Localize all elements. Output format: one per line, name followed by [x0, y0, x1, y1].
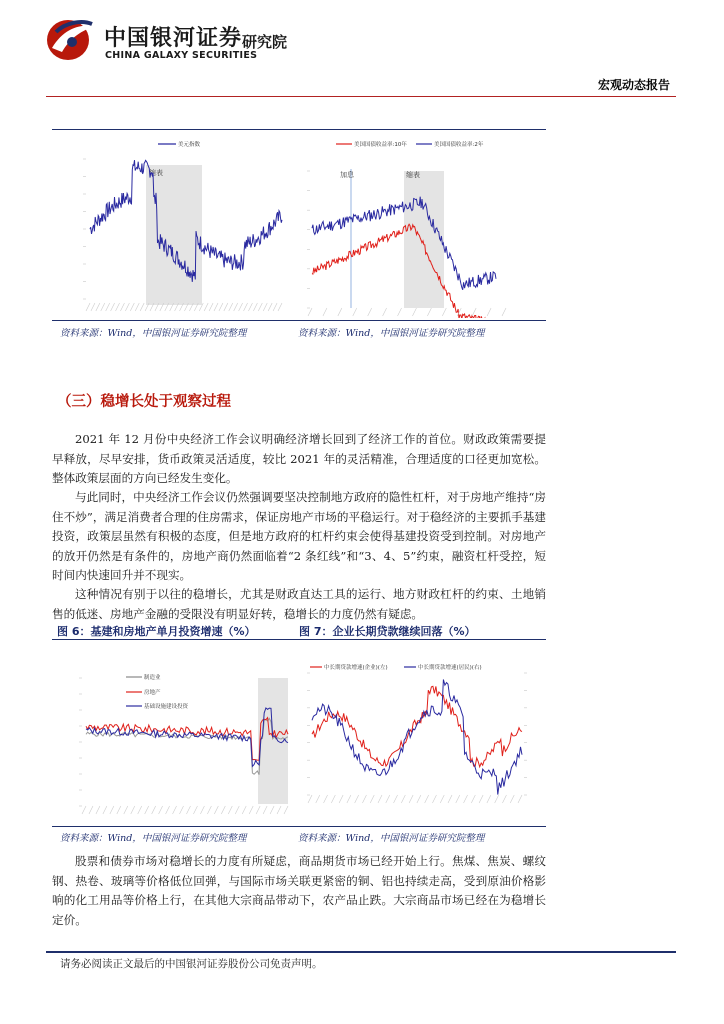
x-tick: [82, 806, 86, 814]
x-tick: [200, 806, 204, 814]
header-divider: [46, 96, 676, 97]
fig7-source: 资料来源：Wind，中国银河证券研究院整理: [298, 833, 485, 844]
x-tick: [412, 308, 416, 316]
fig6-legend-1: 制造业: [144, 675, 161, 681]
x-tick: [101, 303, 105, 311]
x-tick: [253, 303, 257, 311]
paragraph-2: 与此同时，中央经济工作会议仍然强调要坚决控制地方政府的隐性杠杆，对于房地产维持“房住不炒”，满足消费者合理的住房需求，保证房地产市场的平稳运行。对于稳经济的主要抓手基建投资，政策层虽然有积极的态度，但是地方政府的杠杆约束会使得基建投资受到控制。对房地产的放开仍然是有条件的，房地产商仍然面临着“2 条红线”和“3、4、5”约束，融资杠杆受控，短时间内快速回升并不现实。: [52, 490, 546, 583]
x-tick: [362, 795, 366, 803]
x-tick: [96, 303, 100, 311]
x-tick: [273, 303, 277, 311]
top-chart-bottom-rule: [52, 320, 546, 321]
x-tick: [103, 806, 107, 814]
x-tick: [368, 308, 372, 316]
x-tick: [378, 795, 382, 803]
x-tick: [224, 303, 228, 311]
x-tick: [278, 303, 282, 311]
x-tick: [323, 308, 327, 316]
x-tick: [214, 806, 218, 814]
x-tick: [339, 795, 343, 803]
qt-shade-right: [404, 171, 444, 308]
x-tick: [425, 795, 429, 803]
institute-name: 研究院: [242, 33, 288, 51]
x-tick: [235, 806, 239, 814]
x-tick: [472, 308, 476, 316]
footer-disclaimer: 请务必阅读正文最后的中国银河证券股份公司免责声明。: [60, 958, 323, 970]
x-tick: [234, 303, 238, 311]
source-right: 资料来源：Wind，中国银河证券研究院整理: [298, 328, 485, 339]
x-tick: [131, 806, 135, 814]
x-tick: [308, 795, 312, 803]
x-tick: [89, 806, 93, 814]
x-tick: [471, 795, 475, 803]
x-tick: [204, 303, 208, 311]
x-tick: [173, 806, 177, 814]
x-tick: [207, 806, 211, 814]
x-tick: [117, 806, 121, 814]
fig7-chart: [298, 655, 544, 825]
x-tick: [401, 795, 405, 803]
x-tick: [432, 795, 436, 803]
x-tick: [152, 806, 156, 814]
x-tick: [159, 806, 163, 814]
fig6-realestate-line: [86, 718, 288, 761]
x-axis-right: [308, 308, 506, 316]
qt-shade: [146, 165, 202, 305]
fig7-title: 图 7：企业长期贷款继续回落（%）: [299, 625, 476, 638]
x-tick: [409, 795, 413, 803]
fig7-corporate-line: [312, 686, 522, 767]
x-tick: [140, 303, 144, 311]
x-tick: [487, 308, 491, 316]
dollar-index-chart: [54, 133, 290, 318]
x-tick: [324, 795, 328, 803]
fig6-legend-2: 房地产: [144, 690, 161, 696]
fig6-chart: [56, 660, 292, 824]
x-tick: [263, 806, 267, 814]
x-tick: [91, 303, 95, 311]
fig7-legend-1: 中长期贷款增速(企业)(左): [324, 665, 388, 671]
fig-title-rule: [52, 639, 546, 640]
x-tick: [386, 795, 390, 803]
x-tick: [110, 806, 114, 814]
x-tick: [268, 303, 272, 311]
x-tick: [355, 795, 359, 803]
fig6-x-axis: [82, 806, 288, 814]
x-tick: [256, 806, 260, 814]
x-tick: [228, 806, 232, 814]
x-tick: [249, 806, 253, 814]
x-tick: [284, 806, 288, 814]
fig7-y-axis-left: [307, 673, 310, 795]
paragraph-4: 股票和债券市场对稳增长的力度有所疑虑，商品期货市场已经开始上行。焦煤、焦炭、螺纹钢、热卷、玻璃等价格低位回弹，与国际市场关联更紧密的铜、铝也持续走高，受到原油价格影响的化工用品等价格上行，在其他大宗商品带动下，农产品止跌。大宗商品市场已经在为稳增长定价。: [52, 854, 546, 927]
fig-bottom-rule: [52, 826, 546, 827]
x-tick: [130, 303, 134, 311]
x-tick: [383, 308, 387, 316]
x-tick: [487, 795, 491, 803]
x-tick: [86, 303, 90, 311]
y-axis-left: [83, 159, 86, 299]
x-tick: [456, 795, 460, 803]
x-tick: [338, 308, 342, 316]
footer-divider: [46, 951, 676, 953]
x-tick: [440, 795, 444, 803]
y-axis-right: [307, 171, 310, 308]
x-tick: [331, 795, 335, 803]
fig6-title: 图 6：基建和房地产单月投资增速（%）: [57, 625, 256, 638]
x-tick: [116, 303, 120, 311]
top-chart-rule: [52, 129, 546, 130]
x-tick: [417, 795, 421, 803]
x-tick: [135, 303, 139, 311]
x-tick: [258, 303, 262, 311]
x-tick: [316, 795, 320, 803]
fig6-y-axis: [79, 678, 82, 806]
fig6-source: 资料来源：Wind，中国银河证券研究院整理: [60, 833, 247, 844]
x-tick: [495, 795, 499, 803]
x-tick: [111, 303, 115, 311]
fig7-household-line: [312, 680, 522, 795]
x-tick: [448, 795, 452, 803]
report-type: 宏观动态报告: [598, 78, 671, 92]
x-tick: [502, 308, 506, 316]
logo-text-cn: 中国银河证券: [104, 26, 243, 51]
x-tick: [394, 795, 398, 803]
x-tick: [479, 795, 483, 803]
logo-text-en: CHINA GALAXY SECURITIES: [105, 50, 258, 61]
x-tick: [398, 308, 402, 316]
x-tick: [464, 795, 468, 803]
x-tick: [186, 806, 190, 814]
treasury-yield-chart: [296, 133, 522, 318]
x-tick: [96, 806, 100, 814]
x-tick: [209, 303, 213, 311]
x-tick: [502, 795, 506, 803]
x-tick: [166, 806, 170, 814]
x-tick: [125, 303, 129, 311]
x-tick: [106, 303, 110, 311]
galaxy-logo-icon: [46, 18, 98, 62]
section-heading: （三）稳增长处于观察过程: [57, 394, 231, 410]
qt-annotation-left: 缩表: [149, 169, 163, 177]
x-tick: [120, 303, 124, 311]
fig7-x-axis: [308, 795, 522, 803]
x-tick: [244, 303, 248, 311]
legend-10y: 美国国债收益率:10年: [354, 142, 407, 148]
qt-annotation-right: 缩表: [406, 171, 420, 179]
paragraph-1: 2021 年 12 月份中央经济工作会议明确经济增长回到了经济工作的首位。财政政策需要提早释放，尽早安排，货币政策灵活适度，较比 2021 年的灵活精准，合理适度的口径更加宽松。整体政策层面的方向已经发生变化。: [52, 432, 546, 486]
x-tick: [221, 806, 225, 814]
x-tick: [370, 795, 374, 803]
x-tick: [242, 806, 246, 814]
x-tick: [353, 308, 357, 316]
fig7-legend-2: 中长期贷款增速(居民)(右): [418, 665, 482, 671]
paragraph-3: 这种情况有别于以往的稳增长，尤其是财政直达工具的运行、地方财政杠杆的约束、土地销售的低迷、房地产金融的受限没有明显好转，稳增长的力度仍然有疑虑。: [52, 587, 546, 621]
x-tick: [270, 806, 274, 814]
x-tick: [308, 308, 312, 316]
legend-2y: 美国国债收益率:2年: [434, 142, 484, 148]
x-tick: [219, 303, 223, 311]
x-tick: [510, 795, 514, 803]
x-tick: [427, 308, 431, 316]
x-tick: [239, 303, 243, 311]
x-tick: [124, 806, 128, 814]
x-tick: [229, 303, 233, 311]
rate-hike-annotation: 加息: [340, 171, 354, 179]
fig7-y-axis-right: [524, 673, 527, 795]
x-tick: [347, 795, 351, 803]
x-tick: [180, 806, 184, 814]
x-tick: [263, 303, 267, 311]
dollar-index-legend: 美元指数: [178, 142, 201, 148]
x-tick: [193, 806, 197, 814]
source-left: 资料来源：Wind，中国银河证券研究院整理: [60, 328, 247, 339]
x-tick: [138, 806, 142, 814]
x-tick: [277, 806, 281, 814]
x-tick: [248, 303, 252, 311]
x-tick: [442, 308, 446, 316]
fig6-legend-3: 基础设施建设投资: [144, 704, 189, 710]
x-tick: [145, 806, 149, 814]
x-tick: [214, 303, 218, 311]
logo: [46, 18, 98, 62]
x-tick: [518, 795, 522, 803]
